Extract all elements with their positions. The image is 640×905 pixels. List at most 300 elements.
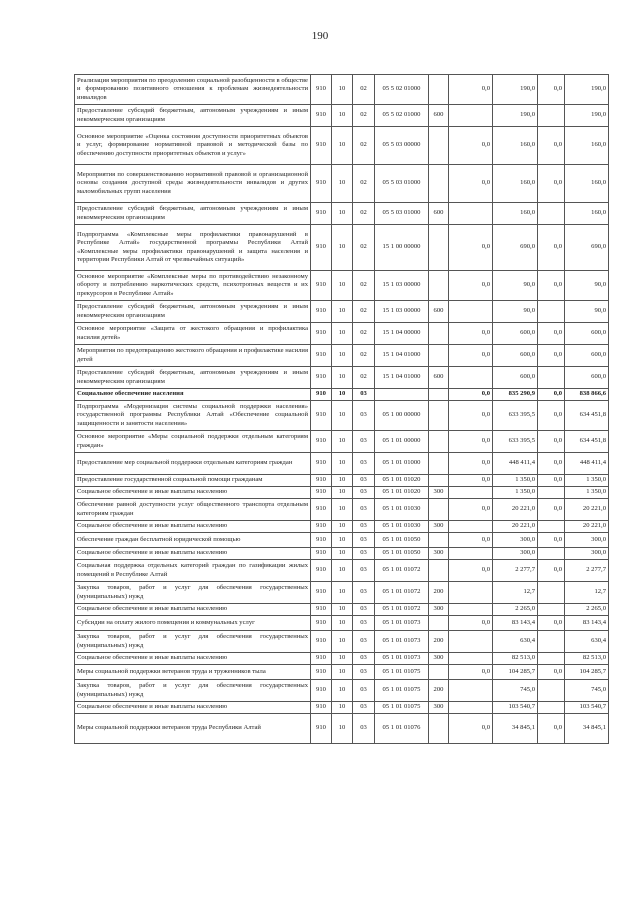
row-csr: 15 1 04 01000: [375, 345, 429, 367]
row-value-3: [538, 301, 565, 323]
row-rz: 10: [332, 271, 353, 301]
row-value-3: [538, 653, 565, 665]
row-adm: 910: [311, 604, 332, 616]
row-value-3: 0,0: [538, 323, 565, 345]
row-vr: [429, 475, 449, 487]
row-value-2: 300,0: [493, 548, 538, 560]
row-vr: [429, 616, 449, 631]
row-vr: [429, 499, 449, 521]
row-vr: 600: [429, 203, 449, 225]
row-name: Социальное обеспечение населения: [75, 389, 311, 401]
row-value-1: 0,0: [449, 616, 493, 631]
row-pr: 03: [353, 453, 375, 475]
row-pr: 03: [353, 533, 375, 548]
row-csr: [375, 389, 429, 401]
row-value-4: 103 540,7: [565, 702, 609, 714]
row-value-1: [449, 653, 493, 665]
row-name: Предоставление субсидий бюджетным, автономным учреждениям и иным некоммерческим организациям: [75, 367, 311, 389]
row-value-4: 448 411,4: [565, 453, 609, 475]
table-row: [75, 582, 609, 604]
row-name: Предоставление субсидий бюджетным, автономным учреждениям и иным некоммерческим организациям: [75, 105, 311, 127]
row-adm: 910: [311, 367, 332, 389]
row-value-3: 0,0: [538, 453, 565, 475]
row-value-2: 160,0: [493, 165, 538, 203]
row-value-2: 1 350,0: [493, 475, 538, 487]
row-csr: 05 1 01 01076: [375, 714, 429, 744]
row-value-1: 0,0: [449, 475, 493, 487]
row-rz: 10: [332, 487, 353, 499]
row-adm: 910: [311, 453, 332, 475]
row-vr: 300: [429, 702, 449, 714]
row-value-4: 12,7: [565, 582, 609, 604]
row-value-2: 190,0: [493, 105, 538, 127]
row-adm: 910: [311, 714, 332, 744]
row-csr: 05 1 01 01072: [375, 604, 429, 616]
row-value-4: 34 845,1: [565, 714, 609, 744]
row-value-3: 0,0: [538, 533, 565, 548]
row-pr: 03: [353, 665, 375, 680]
row-rz: 10: [332, 680, 353, 702]
table-row: [75, 431, 609, 453]
row-adm: 910: [311, 345, 332, 367]
row-value-2: 83 143,4: [493, 616, 538, 631]
row-csr: 05 1 01 01050: [375, 533, 429, 548]
row-vr: 300: [429, 548, 449, 560]
table-row: [75, 548, 609, 560]
row-value-2: 82 513,0: [493, 653, 538, 665]
row-value-4: 600,0: [565, 367, 609, 389]
row-adm: 910: [311, 75, 332, 105]
row-name: Предоставление субсидий бюджетным, автономным учреждениям и иным некоммерческим организациям: [75, 301, 311, 323]
row-value-2: 300,0: [493, 533, 538, 548]
table-row: [75, 165, 609, 203]
row-value-1: 0,0: [449, 165, 493, 203]
table-row: [75, 499, 609, 521]
row-name: Основное мероприятие «Оценка состояния доступности приоритетных объектов и услуг, формирование нормативной правовой и методической базы по обеспечению доступности приоритетных объектов и услуг»: [75, 127, 311, 165]
row-value-1: 0,0: [449, 323, 493, 345]
row-value-2: 160,0: [493, 127, 538, 165]
row-vr: [429, 401, 449, 431]
row-value-3: 0,0: [538, 127, 565, 165]
row-vr: 200: [429, 680, 449, 702]
row-value-1: 0,0: [449, 127, 493, 165]
row-csr: 05 1 01 01072: [375, 560, 429, 582]
row-pr: 03: [353, 401, 375, 431]
row-name: Социальная поддержка отдельных категорий граждан по газификации жилых помещений в Республике Алтай: [75, 560, 311, 582]
row-pr: 03: [353, 499, 375, 521]
row-value-1: [449, 487, 493, 499]
table-row: [75, 702, 609, 714]
row-vr: 200: [429, 631, 449, 653]
row-pr: 02: [353, 271, 375, 301]
row-value-3: [538, 105, 565, 127]
row-csr: 05 5 03 00000: [375, 127, 429, 165]
row-adm: 910: [311, 680, 332, 702]
row-value-2: 103 540,7: [493, 702, 538, 714]
row-rz: 10: [332, 521, 353, 533]
row-value-4: 82 513,0: [565, 653, 609, 665]
row-adm: 910: [311, 203, 332, 225]
row-value-2: 90,0: [493, 301, 538, 323]
row-value-1: 0,0: [449, 560, 493, 582]
row-rz: 10: [332, 203, 353, 225]
row-rz: 10: [332, 367, 353, 389]
row-name: Предоставление мер социальной поддержки отдельным категориям граждан: [75, 453, 311, 475]
row-value-1: [449, 367, 493, 389]
table-row: [75, 665, 609, 680]
row-value-1: [449, 702, 493, 714]
row-value-1: 0,0: [449, 389, 493, 401]
table-row: [75, 389, 609, 401]
row-pr: 03: [353, 475, 375, 487]
row-csr: 05 1 01 01000: [375, 453, 429, 475]
row-rz: 10: [332, 323, 353, 345]
row-value-3: [538, 582, 565, 604]
row-rz: 10: [332, 431, 353, 453]
row-value-3: 0,0: [538, 560, 565, 582]
row-adm: 910: [311, 225, 332, 271]
row-csr: 05 1 01 01073: [375, 616, 429, 631]
row-name: Субсидии на оплату жилого помещения и коммунальных услуг: [75, 616, 311, 631]
row-value-4: 104 285,7: [565, 665, 609, 680]
row-vr: [429, 665, 449, 680]
row-value-2: 104 285,7: [493, 665, 538, 680]
row-value-1: 0,0: [449, 345, 493, 367]
row-pr: 03: [353, 582, 375, 604]
row-name: Обеспечение равной доступности услуг общественного транспорта отдельным категориям граждан: [75, 499, 311, 521]
row-pr: 02: [353, 301, 375, 323]
row-csr: 15 1 03 00000: [375, 271, 429, 301]
row-pr: 02: [353, 225, 375, 271]
row-rz: 10: [332, 105, 353, 127]
row-vr: [429, 127, 449, 165]
table-row: [75, 653, 609, 665]
row-pr: 03: [353, 616, 375, 631]
row-value-1: [449, 548, 493, 560]
row-pr: 03: [353, 560, 375, 582]
row-name: Социальное обеспечение и иные выплаты населению: [75, 487, 311, 499]
row-value-4: 160,0: [565, 165, 609, 203]
row-value-4: 190,0: [565, 75, 609, 105]
row-pr: 03: [353, 714, 375, 744]
row-value-1: 0,0: [449, 665, 493, 680]
row-value-3: [538, 631, 565, 653]
table-row: [75, 401, 609, 431]
row-value-2: 633 395,5: [493, 401, 538, 431]
row-rz: 10: [332, 75, 353, 105]
row-rz: 10: [332, 345, 353, 367]
table-row: [75, 453, 609, 475]
row-value-4: 2 277,7: [565, 560, 609, 582]
row-csr: 05 1 01 01020: [375, 475, 429, 487]
row-value-2: 190,0: [493, 75, 538, 105]
row-csr: 05 1 00 00000: [375, 401, 429, 431]
row-pr: 02: [353, 323, 375, 345]
row-pr: 03: [353, 653, 375, 665]
row-adm: 910: [311, 665, 332, 680]
row-vr: 300: [429, 604, 449, 616]
row-csr: 05 5 02 01000: [375, 105, 429, 127]
row-name: Социальное обеспечение и иные выплаты населению: [75, 604, 311, 616]
table-row: [75, 323, 609, 345]
row-value-3: 0,0: [538, 665, 565, 680]
row-csr: 05 1 01 01050: [375, 548, 429, 560]
row-vr: [429, 165, 449, 203]
row-vr: 300: [429, 653, 449, 665]
row-pr: 03: [353, 702, 375, 714]
row-value-2: 600,0: [493, 345, 538, 367]
row-value-2: 2 277,7: [493, 560, 538, 582]
row-csr: 05 5 03 01000: [375, 203, 429, 225]
row-value-3: 0,0: [538, 431, 565, 453]
row-value-2: 20 221,0: [493, 499, 538, 521]
row-value-3: [538, 548, 565, 560]
row-value-4: 90,0: [565, 271, 609, 301]
row-pr: 03: [353, 487, 375, 499]
row-pr: 03: [353, 521, 375, 533]
row-value-2: 160,0: [493, 203, 538, 225]
row-rz: 10: [332, 127, 353, 165]
row-pr: 02: [353, 345, 375, 367]
row-pr: 02: [353, 75, 375, 105]
row-rz: 10: [332, 653, 353, 665]
row-value-2: 90,0: [493, 271, 538, 301]
row-value-2: 630,4: [493, 631, 538, 653]
row-value-3: 0,0: [538, 271, 565, 301]
row-vr: [429, 533, 449, 548]
row-csr: 05 1 01 00000: [375, 431, 429, 453]
row-vr: [429, 323, 449, 345]
row-value-4: 300,0: [565, 533, 609, 548]
row-name: Закупка товаров, работ и услуг для обеспечения государственных (муниципальных) нужд: [75, 631, 311, 653]
row-name: Мероприятия по совершенствованию нормативной правовой и организационной основы создания доступной среды жизнедеятельности инвалидов и других маломобильных групп населения: [75, 165, 311, 203]
row-value-3: 0,0: [538, 401, 565, 431]
row-name: Социальное обеспечение и иные выплаты населению: [75, 548, 311, 560]
row-value-2: 34 845,1: [493, 714, 538, 744]
table-row: [75, 127, 609, 165]
row-pr: 02: [353, 105, 375, 127]
row-value-4: 600,0: [565, 323, 609, 345]
row-name: Закупка товаров, работ и услуг для обеспечения государственных (муниципальных) нужд: [75, 680, 311, 702]
row-adm: 910: [311, 475, 332, 487]
table-row: [75, 345, 609, 367]
row-vr: 600: [429, 105, 449, 127]
row-adm: 910: [311, 271, 332, 301]
row-rz: 10: [332, 475, 353, 487]
row-value-3: 0,0: [538, 714, 565, 744]
row-value-3: [538, 367, 565, 389]
row-value-1: [449, 521, 493, 533]
row-value-1: 0,0: [449, 75, 493, 105]
row-value-1: [449, 631, 493, 653]
row-value-4: 83 143,4: [565, 616, 609, 631]
row-rz: 10: [332, 631, 353, 653]
row-rz: 10: [332, 301, 353, 323]
row-rz: 10: [332, 225, 353, 271]
row-adm: 910: [311, 702, 332, 714]
row-vr: [429, 225, 449, 271]
table-row: [75, 271, 609, 301]
row-adm: 910: [311, 616, 332, 631]
table-row: [75, 533, 609, 548]
row-vr: [429, 345, 449, 367]
row-value-4: 300,0: [565, 548, 609, 560]
row-value-2: 600,0: [493, 323, 538, 345]
row-rz: 10: [332, 582, 353, 604]
row-pr: 03: [353, 431, 375, 453]
row-rz: 10: [332, 665, 353, 680]
table-row: [75, 631, 609, 653]
row-csr: 05 1 01 01020: [375, 487, 429, 499]
budget-table: [74, 74, 609, 744]
row-adm: 910: [311, 401, 332, 431]
row-vr: [429, 453, 449, 475]
row-name: Социальное обеспечение и иные выплаты населению: [75, 653, 311, 665]
row-value-2: 448 411,4: [493, 453, 538, 475]
row-adm: 910: [311, 533, 332, 548]
row-value-3: [538, 521, 565, 533]
row-value-4: 634 451,8: [565, 401, 609, 431]
row-adm: 910: [311, 301, 332, 323]
row-value-3: 0,0: [538, 165, 565, 203]
table-row: [75, 105, 609, 127]
row-adm: 910: [311, 631, 332, 653]
row-rz: 10: [332, 165, 353, 203]
row-adm: 910: [311, 560, 332, 582]
row-name: Основное мероприятие «Защита от жестокого обращения и профилактика насилия детей»: [75, 323, 311, 345]
row-value-4: 90,0: [565, 301, 609, 323]
row-csr: 05 5 02 01000: [375, 75, 429, 105]
row-vr: [429, 431, 449, 453]
row-adm: 910: [311, 487, 332, 499]
row-value-1: [449, 582, 493, 604]
row-csr: 05 1 01 01073: [375, 631, 429, 653]
row-value-4: 690,0: [565, 225, 609, 271]
row-value-3: [538, 203, 565, 225]
row-csr: 05 5 03 01000: [375, 165, 429, 203]
row-pr: 02: [353, 165, 375, 203]
row-value-3: 0,0: [538, 499, 565, 521]
row-value-2: 633 395,5: [493, 431, 538, 453]
row-name: Предоставление субсидий бюджетным, автономным учреждениям и иным некоммерческим организациям: [75, 203, 311, 225]
row-value-2: 20 221,0: [493, 521, 538, 533]
row-value-1: [449, 680, 493, 702]
row-adm: 910: [311, 548, 332, 560]
row-pr: 03: [353, 680, 375, 702]
row-pr: 03: [353, 631, 375, 653]
row-value-2: 835 290,9: [493, 389, 538, 401]
row-value-3: 0,0: [538, 75, 565, 105]
row-value-4: 1 350,0: [565, 475, 609, 487]
row-value-1: 0,0: [449, 714, 493, 744]
row-value-2: 600,0: [493, 367, 538, 389]
budget-table-body: [75, 75, 609, 744]
row-vr: 200: [429, 582, 449, 604]
row-value-4: 160,0: [565, 127, 609, 165]
row-rz: 10: [332, 702, 353, 714]
row-value-1: 0,0: [449, 271, 493, 301]
row-value-3: [538, 487, 565, 499]
table-row: [75, 475, 609, 487]
row-vr: [429, 714, 449, 744]
row-name: Социальное обеспечение и иные выплаты населению: [75, 521, 311, 533]
row-rz: 10: [332, 560, 353, 582]
page-number: 190: [311, 30, 329, 42]
table-row: [75, 560, 609, 582]
row-csr: 05 1 01 01073: [375, 653, 429, 665]
row-value-1: 0,0: [449, 401, 493, 431]
row-name: Основное мероприятие «Меры социальной поддержки отдельным категориям граждан»: [75, 431, 311, 453]
row-value-4: 190,0: [565, 105, 609, 127]
row-value-1: 0,0: [449, 453, 493, 475]
row-adm: 910: [311, 323, 332, 345]
row-pr: 02: [353, 127, 375, 165]
table-row: [75, 367, 609, 389]
row-pr: 03: [353, 389, 375, 401]
row-vr: 600: [429, 301, 449, 323]
row-adm: 910: [311, 653, 332, 665]
row-adm: 910: [311, 499, 332, 521]
row-value-3: 0,0: [538, 345, 565, 367]
row-csr: 05 1 01 01030: [375, 521, 429, 533]
row-rz: 10: [332, 499, 353, 521]
row-value-4: 600,0: [565, 345, 609, 367]
row-name: Подпрограмма «Комплексные меры профилактики правонарушений в Республике Алтай» государственной программы Республики Алтай «Комплексные меры профилактики правонарушений и защита населения и территории Республики Алтай от чрезвычайных ситуаций»: [75, 225, 311, 271]
row-name: Подпрограмма «Модернизация системы социальной поддержки населения» государственной программы Республики Алтай «Обеспечение социальной защищенности и занятости населения»: [75, 401, 311, 431]
row-value-4: 634 451,8: [565, 431, 609, 453]
row-value-3: 0,0: [538, 475, 565, 487]
table-row: [75, 714, 609, 744]
table-row: [75, 604, 609, 616]
row-value-1: 0,0: [449, 431, 493, 453]
table-row: [75, 487, 609, 499]
row-value-2: 690,0: [493, 225, 538, 271]
row-value-2: 1 350,0: [493, 487, 538, 499]
row-name: Закупка товаров, работ и услуг для обеспечения государственных (муниципальных) нужд: [75, 582, 311, 604]
row-value-1: [449, 203, 493, 225]
table-row: [75, 301, 609, 323]
row-value-1: [449, 604, 493, 616]
row-value-3: [538, 680, 565, 702]
row-pr: 02: [353, 203, 375, 225]
row-value-1: [449, 105, 493, 127]
row-rz: 10: [332, 533, 353, 548]
row-name: Обеспечение граждан бесплатной юридической помощью: [75, 533, 311, 548]
row-value-2: 745,0: [493, 680, 538, 702]
row-vr: [429, 75, 449, 105]
row-pr: 02: [353, 367, 375, 389]
row-csr: 15 1 04 00000: [375, 323, 429, 345]
row-value-2: 2 265,0: [493, 604, 538, 616]
row-vr: 600: [429, 367, 449, 389]
row-value-3: [538, 702, 565, 714]
row-pr: 03: [353, 604, 375, 616]
table-row: [75, 203, 609, 225]
row-value-1: 0,0: [449, 499, 493, 521]
row-adm: 910: [311, 521, 332, 533]
row-value-4: 838 866,6: [565, 389, 609, 401]
row-csr: 05 1 01 01072: [375, 582, 429, 604]
row-adm: 910: [311, 105, 332, 127]
row-adm: 910: [311, 127, 332, 165]
row-csr: 15 1 03 00000: [375, 301, 429, 323]
row-rz: 10: [332, 389, 353, 401]
row-value-4: 160,0: [565, 203, 609, 225]
row-value-1: [449, 301, 493, 323]
row-name: Мероприятия по предотвращению жестокого обращения и профилактике насилия детей: [75, 345, 311, 367]
row-vr: [429, 271, 449, 301]
row-name: Основное мероприятие «Комплексные меры по противодействию незаконному обороту и потреблению наркотических средств, психотропных веществ и их прекурсоров в Республике Алтай»: [75, 271, 311, 301]
